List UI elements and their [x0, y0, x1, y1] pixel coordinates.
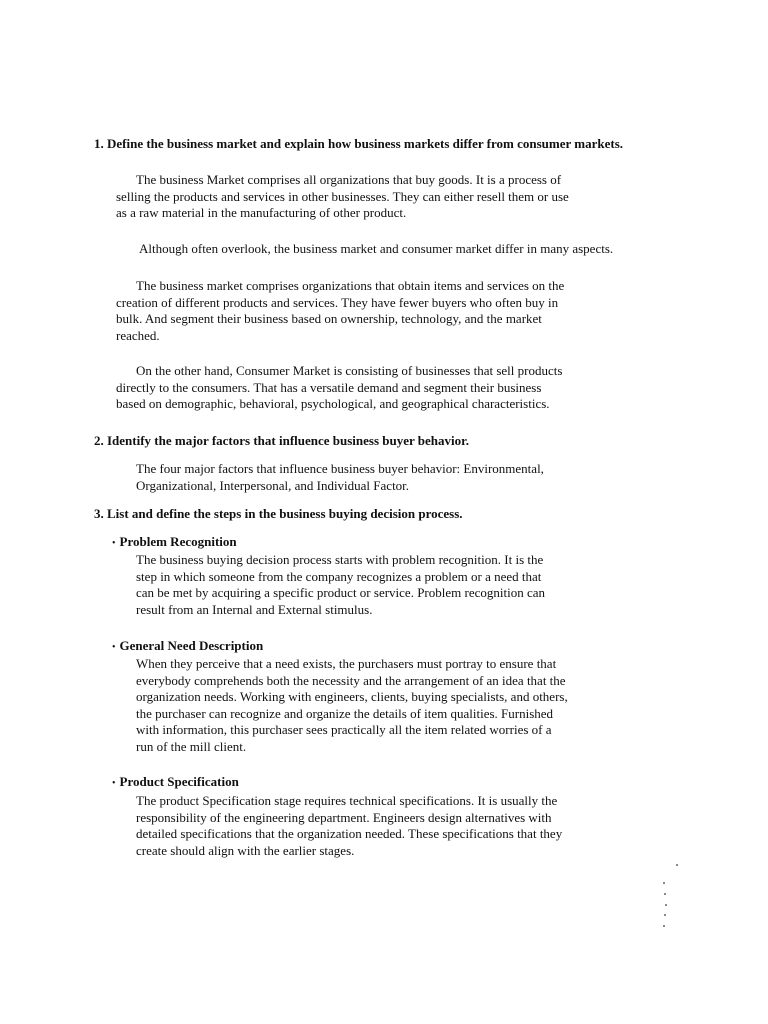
- step-problem-recognition: [112, 534, 237, 552]
- q1-p3-line-2: creation of different products and services. They have fewer buyers who often buy in: [116, 294, 559, 310]
- step-3-line-3: detailed specifications that the organization needed. These specifications that they: [136, 826, 563, 842]
- question-2-heading: 2. Identify the major factors that influence business buyer behavior.: [94, 433, 469, 448]
- step-1-line-1: The business buying decision process starts with problem recognition. It is the: [136, 552, 544, 567]
- q1-p4-line-2: directly to the consumers. That has a versatile demand and segment their business: [116, 379, 542, 395]
- q1-p3-line-1: The business market comprises organizations that obtain items and services on the: [136, 278, 565, 293]
- step-1-line-2: step in which someone from the company recognizes a problem or a need that: [136, 568, 542, 584]
- question-3-heading: 3. List and define the steps in the business buying decision process.: [94, 506, 463, 521]
- q1-p1-line-2: selling the products and services in other businesses. They can either resell them or use: [116, 188, 569, 204]
- step-2-line-2: everybody comprehends both the necessity and the arrangement of an idea that the: [136, 672, 566, 688]
- step-2-line-3: organization needs. Working with engineers, clients, buying specialists, and others,: [136, 689, 568, 705]
- q1-p3-line-4: reached.: [116, 327, 160, 343]
- step-title: Product Specification: [119, 774, 239, 789]
- step-2-line-6: run of the mill client.: [136, 739, 247, 754]
- q1-p2: Although often overlook, the business market and consumer market differ in many aspects.: [139, 241, 614, 256]
- step-1-line-3: can be met by acquiring a specific product or service. Problem recognition can: [136, 585, 545, 601]
- step-3-line-1: The product Specification stage requires technical specifications. It is usually the: [136, 793, 558, 808]
- bullet: •: [112, 778, 116, 789]
- bullet: •: [112, 642, 116, 653]
- step-1-line-4: result from an Internal and External stimulus.: [136, 601, 373, 617]
- q2-p1-line-1: The four major factors that influence business buyer behavior: Environmental,: [136, 461, 544, 476]
- step-title: Problem Recognition: [119, 534, 237, 549]
- step-product-specification: [112, 774, 239, 792]
- step-2-line-5: with information, this purchaser sees practically all the item related worries of a: [136, 722, 552, 738]
- question-1-heading: 1. Define the business market and explain how business markets differ from consumer markets.: [94, 136, 624, 151]
- step-general-need-description: [112, 638, 263, 656]
- step-2-line-1: When they perceive that a need exists, the purchasers must portray to ensure that: [136, 656, 557, 671]
- step-2-line-4: the purchaser can recognize and organize the details of item qualities. Furnished: [136, 705, 554, 721]
- bullet: •: [112, 538, 116, 549]
- q1-p3-line-3: bulk. And segment their business based on ownership, technology, and the market: [116, 311, 542, 327]
- step-3-line-2: responsibility of the engineering department. Engineers design alternatives with: [136, 809, 552, 825]
- q1-p4-line-3: based on demographic, behavioral, psychological, and geographical characteristics.: [116, 396, 550, 412]
- q1-p1-line-3: as a raw material in the manufacturing of other product.: [116, 205, 407, 221]
- q2-p1-line-2: Organizational, Interpersonal, and Individual Factor.: [136, 477, 410, 493]
- step-title: General Need Description: [119, 638, 264, 653]
- q1-p1-line-1: The business Market comprises all organizations that buy goods. It is a process of: [136, 172, 562, 187]
- q1-p4-line-1: On the other hand, Consumer Market is consisting of businesses that sell products: [136, 363, 563, 378]
- step-3-line-4: create should align with the earlier stages.: [136, 842, 355, 858]
